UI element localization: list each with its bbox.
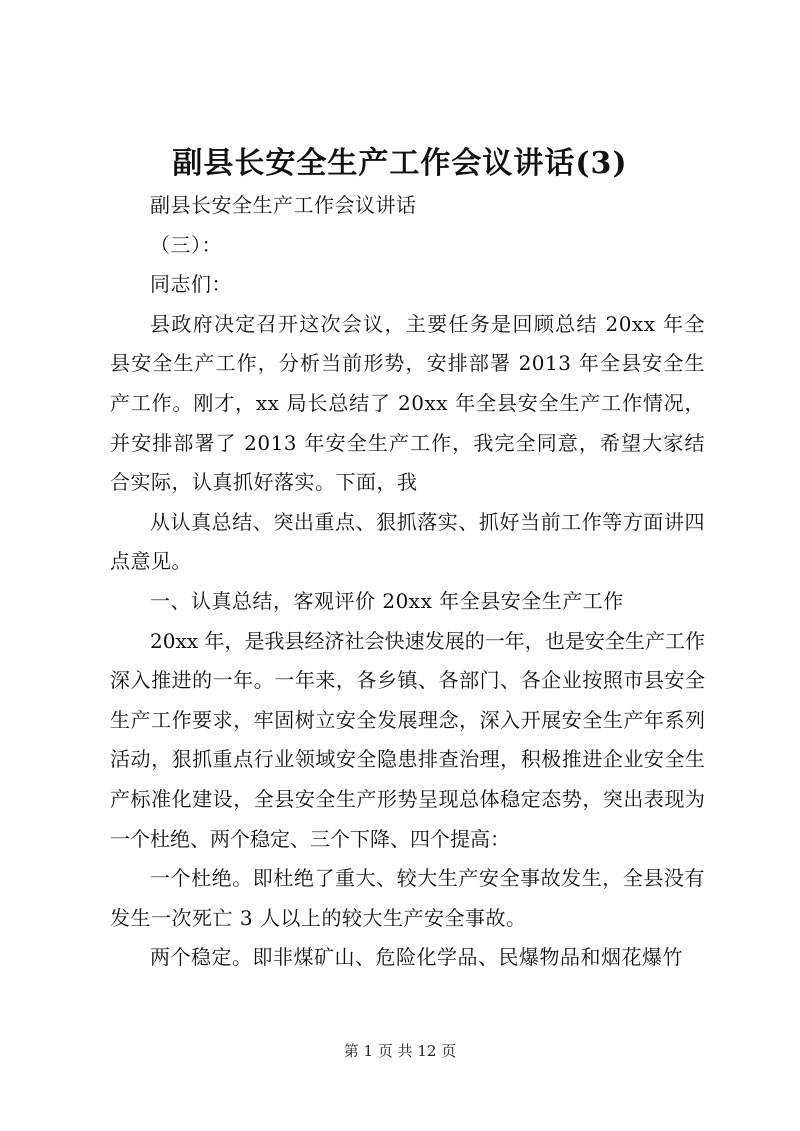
paragraph-outline: 从认真总结、突出重点、狠抓落实、抓好当前工作等方面讲四点意见。 (110, 509, 705, 574)
paragraph-part-number: （三）： (150, 232, 222, 257)
paragraph-introduction: 县政府决定召开这次会议，主要任务是回顾总结 20xx 年全县安全生产工作，分析当前形势，安排部署 2013 年全县安全生产工作。刚才，xx 局长总结了 20xx 年全县安全生产工作情况，并安排部署了 2013 年安全生产工作，我完全同意，希望大家结合实际，认真抓好落实。下面，我 (110, 311, 705, 495)
section-heading-one: 一、认真总结，客观评价 20xx 年全县安全生产工作 (150, 588, 624, 613)
paragraph-two-stabilities: 两个稳定。即非煤矿山、危险化学品、民爆物品和烟花爆竹 (150, 945, 683, 970)
document-title: 副县长安全生产工作会议讲话(3) (172, 146, 628, 181)
paragraph-one-elimination: 一个杜绝。即杜绝了重大、较大生产安全事故发生，全县没有发生一次死亡 3 人以上的较大生产安全事故。 (110, 866, 705, 930)
paragraph-subtitle: 副县长安全生产工作会议讲话 (150, 193, 417, 217)
paragraph-salutation: 同志们： (150, 272, 232, 297)
page-footer: 第 1 页 共 12 页 (343, 1042, 457, 1060)
document-body (110, 186, 705, 978)
paragraph-review: 20xx 年，是我县经济社会快速发展的一年，也是安全生产工作深入推进的一年。一年来，各乡镇、各部门、各企业按照市县安全生产工作要求，牢固树立安全发展理念，深入开展安全生产年系列活动，狠抓重点行业领域安全隐患排查治理，积极推进企业安全生产标准化建设，全县安全生产形势呈现总体稳定态势，突出表现为一个杜绝、两个稳定、三个下降、四个提高： (110, 628, 705, 851)
